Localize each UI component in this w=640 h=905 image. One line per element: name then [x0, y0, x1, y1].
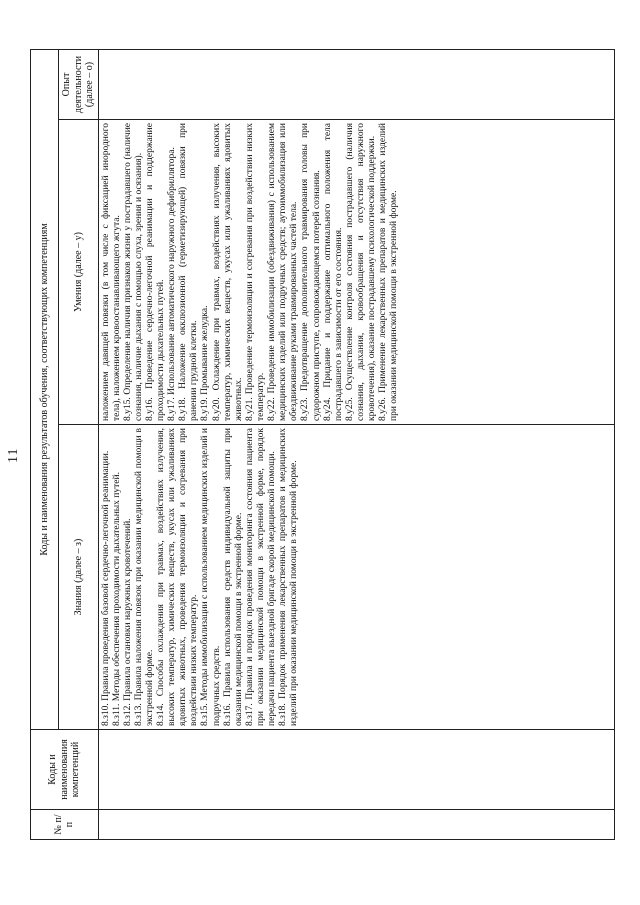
- cell-knowledge: [98, 425, 615, 730]
- skill-item: 8.у15. Определение наличия признаков жизни у пострадавшего (наличие сознания, наличие дыхания с помощью слуха, зрения и осязания).: [122, 123, 144, 421]
- skill-item: 8.у25. Осуществление контроля состояния пострадавшего (наличия сознания, дыхания, кровообращения и отсутствия наружного кровотечения), оказание пострадавшему психологической поддержки.: [344, 123, 378, 421]
- knowledge-item: 8.з16. Правила использования средств индивидуальной защиты при оказании медицинской помощи в экстренной форме.: [222, 428, 244, 726]
- skill-item: 8.у16. Проведение сердечно-легочной реанимации и поддержание проходимости дыхательных путей.: [144, 123, 167, 421]
- skill-item: 8.у20. Охлаждение при травмах, воздействиях излучения, высоких температур, химических веществ, укусах или ужаливаниях ядовитых животных.: [211, 123, 244, 421]
- header-experience: Опыт деятельности (далее – о): [59, 50, 99, 120]
- skill-item: 8.у18. Наложение окклюзионной (герметизирующей) повязки при ранении грудной клетки.: [178, 123, 200, 421]
- knowledge-item: 8.з13. Правила наложения повязок при оказании медицинской помощи в экстренной форме.: [133, 428, 155, 726]
- header-learning-results: Коды и наименования результатов обучения, соответствующих компетенциям: [31, 50, 59, 730]
- skill-item: 8.у23. Предотвращение дополнительного травмирования головы при судорожном приступе, сопровождающемся потерей сознания.: [300, 123, 322, 421]
- knowledge-item: 8.з15. Методы иммобилизации с использованием медицинских изделий и подручных средств.: [200, 428, 222, 726]
- knowledge-item: 8.з12. Правила остановки наружных кровотечений.: [122, 518, 133, 726]
- header-knowledge: Знания (далее – з): [59, 425, 99, 730]
- knowledge-item: 8.з11. Методы обеспечения проходимости дыхательных путей.: [111, 472, 122, 726]
- competency-table: [30, 49, 615, 840]
- skill-item: 8.у17. Использование автоматического наружного дефибриллятора.: [167, 147, 178, 421]
- skill-item: 8.у22. Проведение иммобилизации (обездвиживания) с использованием медицинских изделий или подручных средств; аутоиммобилизация или обездвиживание руками травмированных частей тела.: [267, 123, 300, 421]
- cell-experience: [98, 50, 615, 120]
- knowledge-item: 8.з17. Правила и порядок проведения мониторинга состояния пациента при оказании медицинской помощи в экстренной форме, порядок передачи пациента выездной бригаде скорой медицинской помощи.: [244, 428, 278, 726]
- header-competency-codes: Коды и наименования компетенций: [31, 730, 99, 810]
- skill-item: 8.у19. Промывание желудка.: [200, 305, 211, 421]
- skill-item: 8.у24. Придание и поддержание оптимального положения тела пострадавшего в зависимости от его состояния.: [322, 123, 344, 421]
- knowledge-item: 8.з14. Способы охлаждения при травмах, воздействиях излучения, высоких температур, химических веществ, укусах или ужаливаниях ядовитых животных, проведения термоизоляции и согревания при воздействии низких температур.: [156, 428, 200, 726]
- cell-competency-code: [98, 730, 615, 810]
- header-number: № п/п: [31, 810, 99, 840]
- skill-item: 8.у26. Применение лекарственных препаратов и медицинских изделий при оказании медицинской помощи в экстренной форме.: [378, 123, 400, 421]
- knowledge-item: 8.з18. Порядок применения лекарственных препаратов и медицинских изделий при оказании медицинской помощи в экстренной форме.: [278, 428, 300, 726]
- header-skills: Умения (далее – у): [59, 120, 99, 425]
- cell-number: [98, 810, 615, 840]
- skill-item: наложением давящей повязки (в том числе с фиксацией инородного тела), наложением кровоостанавливающего жгута.: [100, 123, 122, 421]
- skill-item: 8.у21. Проведение термоизоляции и согревания при воздействии низких температур.: [244, 123, 267, 421]
- knowledge-item: 8.з10. Правила проведения базовой сердечно-легочной реанимации.: [100, 450, 111, 726]
- cell-skills: [98, 120, 615, 425]
- page-number: 11: [6, 447, 21, 463]
